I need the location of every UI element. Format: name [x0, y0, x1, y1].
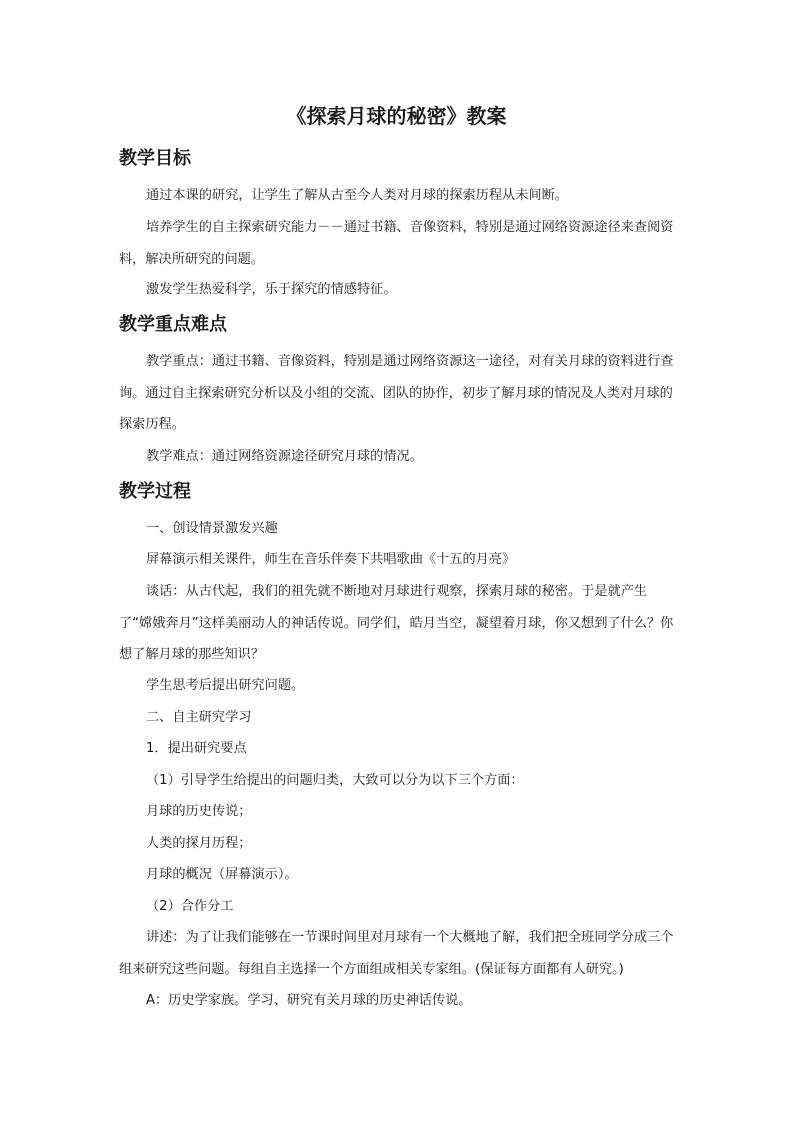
paragraph: 培养学生的自主探索研究能力－－通过书籍、音像资料，特别是通过网络资源途径来查阅资料，解决所研究的问题。: [119, 220, 674, 267]
paragraph: 教学重点：通过书籍、音像资料，特别是通过网络资源这一途径，对有关月球的资料进行查询。通过自主探索研究分析以及小组的交流、团队的协作，初步了解月球的情况及人类对月球的探索历程。: [119, 354, 674, 432]
section-heading-process: 教学过程: [119, 481, 191, 502]
process-line: 学生思考后提出研究问题。: [146, 678, 305, 693]
process-line: 月球的历史传说；: [146, 804, 252, 819]
process-line: 人类的探月历程；: [146, 836, 252, 851]
process-line: 1．提出研究要点: [146, 741, 247, 756]
process-line: A：历史学家族。学习、研究有关月球的历史神话传说。: [146, 993, 472, 1008]
process-line: 月球的概况（屏幕演示）。: [146, 867, 298, 882]
process-line: 屏幕演示相关课件，师生在音乐伴奏下共唱歌曲《十五的月亮》: [146, 552, 516, 567]
process-line: （2）合作分工: [146, 899, 234, 914]
section-heading-objectives: 教学目标: [119, 148, 191, 169]
process-line: 二、自主研究学习: [146, 710, 252, 725]
paragraph: 教学难点：通过网络资源途径研究月球的情况。: [146, 449, 423, 464]
section-heading-key-points: 教学重点难点: [119, 314, 227, 335]
paragraph: 讲述：为了让我们能够在一节课时间里对月球有一个大概地了解，我们把全班同学分成三个组来研究这些问题。每组自主选择一个方面组成相关专家组。(保证每方面都有人研究。): [119, 930, 674, 977]
paragraph: 通过本课的研究，让学生了解从古至今人类对月球的探索历程从未间断。: [146, 188, 568, 203]
document-title: 《探索月球的秘密》教案: [286, 104, 507, 128]
process-line: 一、创设情景激发兴趣: [146, 521, 278, 536]
paragraph: 激发学生热爱科学，乐于探究的情感特征。: [146, 282, 397, 297]
process-line: （1）引导学生给提出的问题归类，大致可以分为以下三个方面：: [146, 773, 524, 788]
paragraph: 谈话：从古代起，我们的祖先就不断地对月球进行观察，探索月球的秘密。于是就产生了“嫦娥奔月”这样美丽动人的神话传说。同学们，皓月当空，凝望着月球，你又想到了什么？你想了解月球的那些知识？: [119, 584, 674, 662]
